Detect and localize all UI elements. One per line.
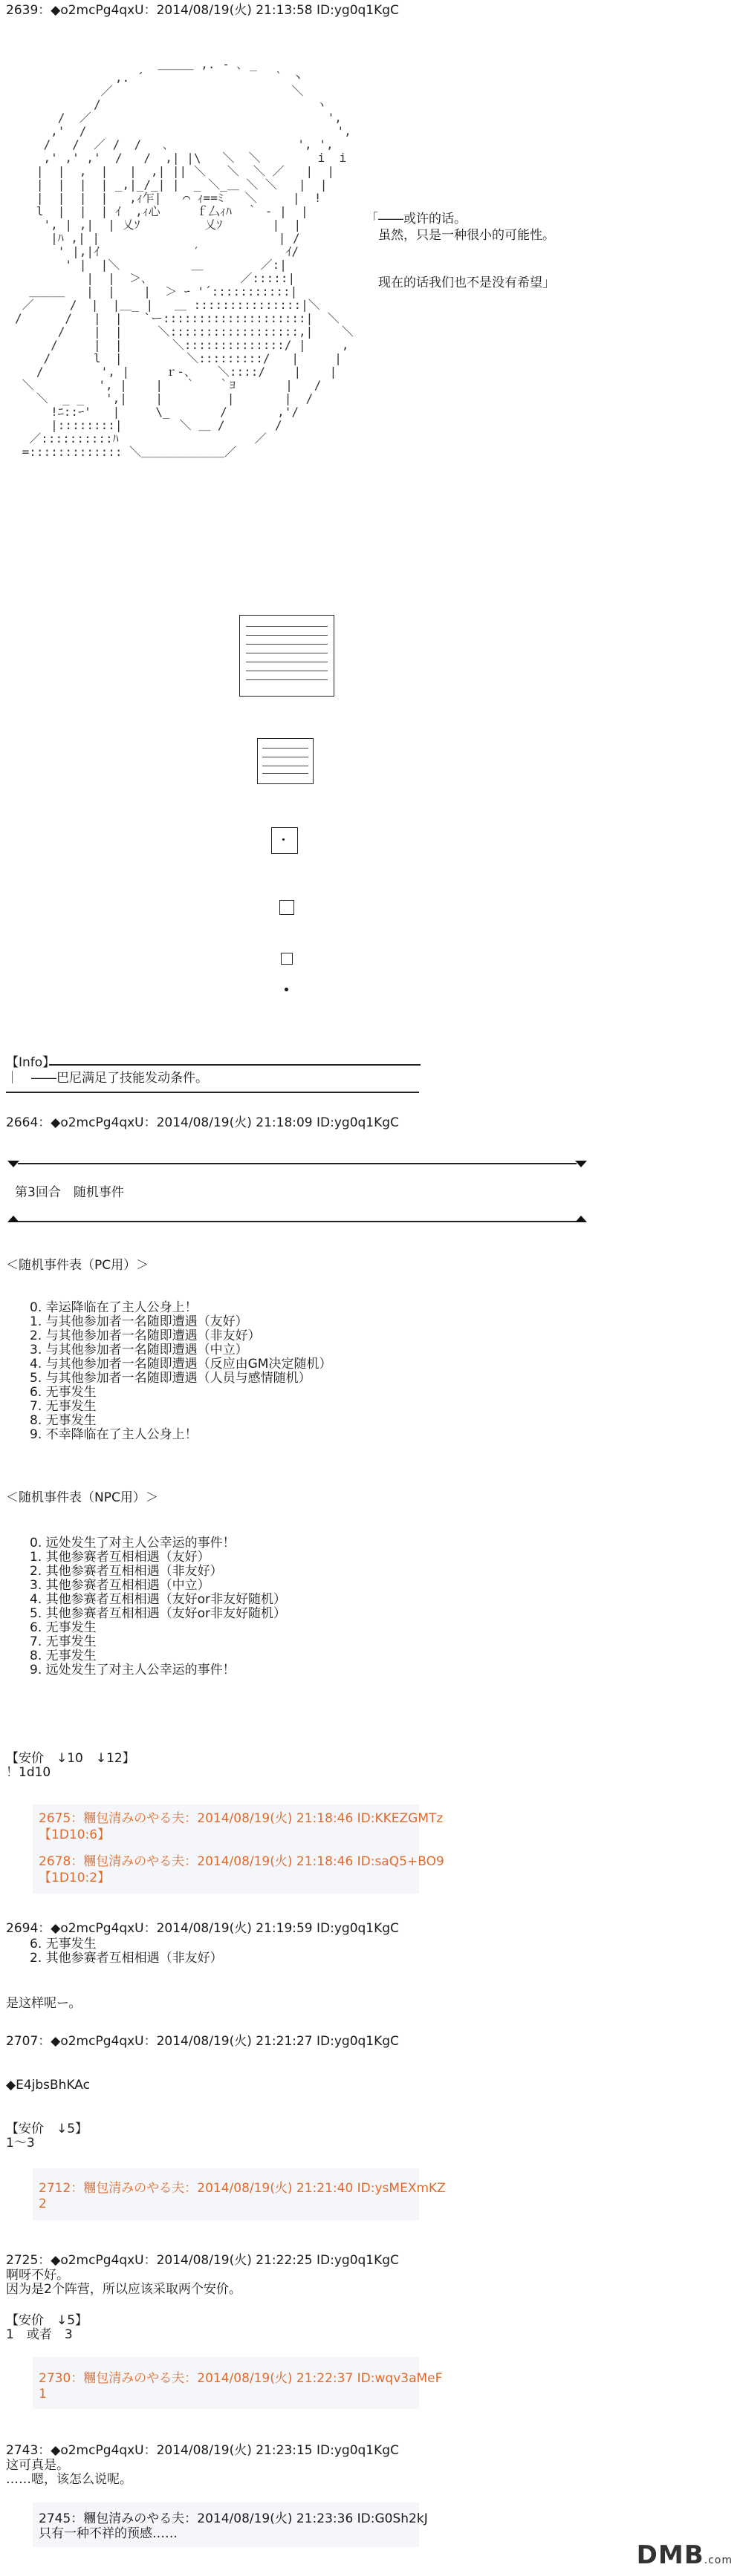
- info-bottom-rule: [6, 1092, 419, 1093]
- list-item: 3. 其他参赛者互相相遇（中立）: [30, 1578, 210, 1593]
- list-item: 2. 其他参赛者互相相遇（非友好）: [30, 1564, 223, 1579]
- list-item: 0. 幸运降临在了主人公身上！: [30, 1300, 198, 1315]
- result-line: 2. 其他参赛者互相相遇（非友好）: [30, 1951, 223, 1966]
- anchor-label: 【安价 ↓5】: [6, 2313, 88, 2328]
- list-item: 1. 其他参赛者互相相遇（友好）: [30, 1550, 210, 1565]
- window-art-tiny: [279, 900, 294, 915]
- post-header: 2664：◆o2mcPg4qxU：2014/08/19(火) 21:18:09 ID:yg0q1KgC: [6, 1115, 399, 1130]
- post-header: 2725：◆o2mcPg4qxU：2014/08/19(火) 21:22:25 ID:yg0q1KgC: [6, 2253, 399, 2268]
- post-text: ……嗯，该怎么说呢。: [6, 2472, 132, 2487]
- reply-body: 1: [39, 2387, 47, 2401]
- list-item: 9. 远处发生了对主人公幸运的事件！: [30, 1663, 236, 1677]
- reply-body: 【1D10:6】: [39, 1827, 111, 1842]
- reply-header[interactable]: 2712：糰包清みのやる夫：2014/08/19(火) 21:21:40 ID:ysMEXmKZ: [39, 2181, 446, 2196]
- list-item: 6. 无事发生: [30, 1620, 97, 1635]
- post-header: 2694：◆o2mcPg4qxU：2014/08/19(火) 21:19:59 ID:yg0q1KgC: [6, 1921, 399, 1936]
- info-top-rule: [49, 1064, 421, 1066]
- post-header: 2743：◆o2mcPg4qxU：2014/08/19(火) 21:23:15 ID:yg0q1KgC: [6, 2443, 399, 2458]
- list-item: 4. 其他参赛者互相相遇（友好or非友好随机）: [30, 1592, 287, 1607]
- anchor-range: 1 或者 3: [6, 2327, 73, 2342]
- window-art-large: [239, 615, 334, 697]
- list-item: 4. 与其他参加者一名随即遭遇（反应由GM决定随机）: [30, 1357, 332, 1372]
- anchor-range: 1～3: [6, 2136, 35, 2151]
- post-text: 因为是2个阵营，所以应该采取两个安价。: [6, 2282, 241, 2297]
- post-header: 2707：◆o2mcPg4qxU：2014/08/19(火) 21:21:27 ID:yg0q1KgC: [6, 2034, 399, 2049]
- info-title: 【Info】: [6, 1055, 56, 1070]
- round-title: 第3回合 随机事件: [15, 1185, 124, 1200]
- reply-header[interactable]: 2678：糰包清みのやる夫：2014/08/19(火) 21:18:46 ID:saQ5+BO9: [39, 1854, 444, 1869]
- reply-header[interactable]: 2730：糰包清みのやる夫：2014/08/19(火) 21:22:37 ID:wqv3aMeF: [39, 2371, 443, 2386]
- reply-body: 【1D10:2】: [39, 1871, 111, 1885]
- list-item: 7. 无事发生: [30, 1399, 97, 1414]
- reply-header[interactable]: 2675：糰包清みのやる夫：2014/08/19(火) 21:18:46 ID:KKEZGMTz: [39, 1811, 444, 1826]
- reply-body: 2: [39, 2197, 47, 2211]
- list-item: 8. 无事发生: [30, 1649, 97, 1663]
- round-bottom-rule: [18, 1221, 577, 1222]
- list-item: 3. 与其他参加者一名随即遭遇（中立）: [30, 1343, 248, 1357]
- result-line: 6. 无事发生: [30, 1937, 97, 1951]
- anchor-label: 【安价 ↓5】: [6, 2122, 88, 2136]
- triangle-up-icon: [575, 1216, 587, 1222]
- dialog-line: 虽然，只是一种很小的可能性。: [366, 228, 555, 243]
- round-top-rule: [18, 1163, 577, 1164]
- anchor-label: 【安价 ↓10 ↓12】: [6, 1751, 135, 1766]
- info-text: ｜ ――巴尼满足了技能发动条件。: [6, 1071, 208, 1086]
- triangle-down-icon: [575, 1161, 587, 1167]
- list-item: 8. 无事发生: [30, 1413, 97, 1428]
- trip-code: ◆E4jbsBhKAc: [6, 2078, 90, 2093]
- window-art-dot: [285, 988, 288, 991]
- window-art-small: [271, 827, 298, 854]
- list-item: 7. 无事发生: [30, 1634, 97, 1649]
- list-item: 0. 远处发生了对主人公幸运的事件！: [30, 1536, 236, 1551]
- ascii-art-character: ＿＿＿ ,. - ､ _ ,. ´ ｀ 丶 ／ ＼ / ヽ / ／ ', ,' / ', / / ／ / / ､ ', ', ,' ,' ,' / / ,| |\ ＼ ＼ i i | | , | | ,| || ＼ ＼ ＼ ／ | | | | | | _,|_/_| | _ ＼_＿ ＼ ＼ | | | | | | ,ｨ乍| ⌒ ｨ==ﾐ ＼ | ! l | | | ｲ ,ｨ心 ｆ厶ｨﾊ ｀ ‐ | | ', | ,| | 乂ｿ 乂ｿ | | |ﾊ ,| | | / ' |,|ｲ ′ ｲ/ ' | |＼ ＿ ／:| | | ＞､ ／:::::| ＿＿＿ | | | ＞ ｰ '´:::::::::::| ／ / | |＿_ | ＿ :::::::::::::::|＼ / / | | `ー::::::::::::::::::::| ＼ / | | ＼::::::::::::::::::,| ＼ / | | ＼::::::::::::::/ | , / l | ＼:::::::::/ | | / ', | ｒ-、 ＼::::/ | | ＼ ', | | ｀ ｀ﾖ | / ＼ _ _ ',| | | | / !ﾆ::ｰ' | \_ / ,'/ |::::::::| ＼ ＿ / / ／::::::::::ﾊ ／ =::::::::::::: ＼＿＿＿＿＿＿＿／: [15, 57, 354, 459]
- dialog-line: 「――或许的话。: [366, 212, 467, 226]
- post-text: 是这样呢ー。: [6, 1996, 82, 2011]
- npc-table-title: ＜随机事件表（NPC用）＞: [6, 1490, 158, 1505]
- window-art-medium: [257, 738, 314, 784]
- list-item: 5. 其他参赛者互相相遇（友好or非友好随机）: [30, 1606, 287, 1621]
- site-watermark-logo: DMB.com: [636, 2540, 733, 2570]
- list-item: 9. 不幸降临在了主人公身上！: [30, 1427, 198, 1442]
- list-item: 1. 与其他参加者一名随即遭遇（友好）: [30, 1314, 248, 1329]
- post-header: 2639：◆o2mcPg4qxU：2014/08/19(火) 21:13:58 ID:yg0q1KgC: [6, 3, 399, 18]
- list-item: 2. 与其他参加者一名随即遭遇（非友好）: [30, 1328, 261, 1343]
- post-text: 这可真是。: [6, 2458, 69, 2473]
- pc-table-title: ＜随机事件表（PC用）＞: [6, 1258, 149, 1273]
- reply-header[interactable]: 2745：糰包清みのやる夫：2014/08/19(火) 21:23:36 ID:G0Sh2kJ: [39, 2511, 428, 2526]
- list-item: 6. 无事发生: [30, 1385, 97, 1400]
- post-text: 啊呀不好。: [6, 2268, 69, 2283]
- reply-body: 只有一种不祥的预感……: [39, 2526, 178, 2541]
- anchor-dice: ！1d10: [6, 1765, 51, 1780]
- window-art-tinier: [281, 953, 293, 965]
- dialog-line: 现在的话我们也不是没有希望」: [366, 275, 555, 290]
- list-item: 5. 与其他参加者一名随即遭遇（人员与感情随机）: [30, 1371, 311, 1386]
